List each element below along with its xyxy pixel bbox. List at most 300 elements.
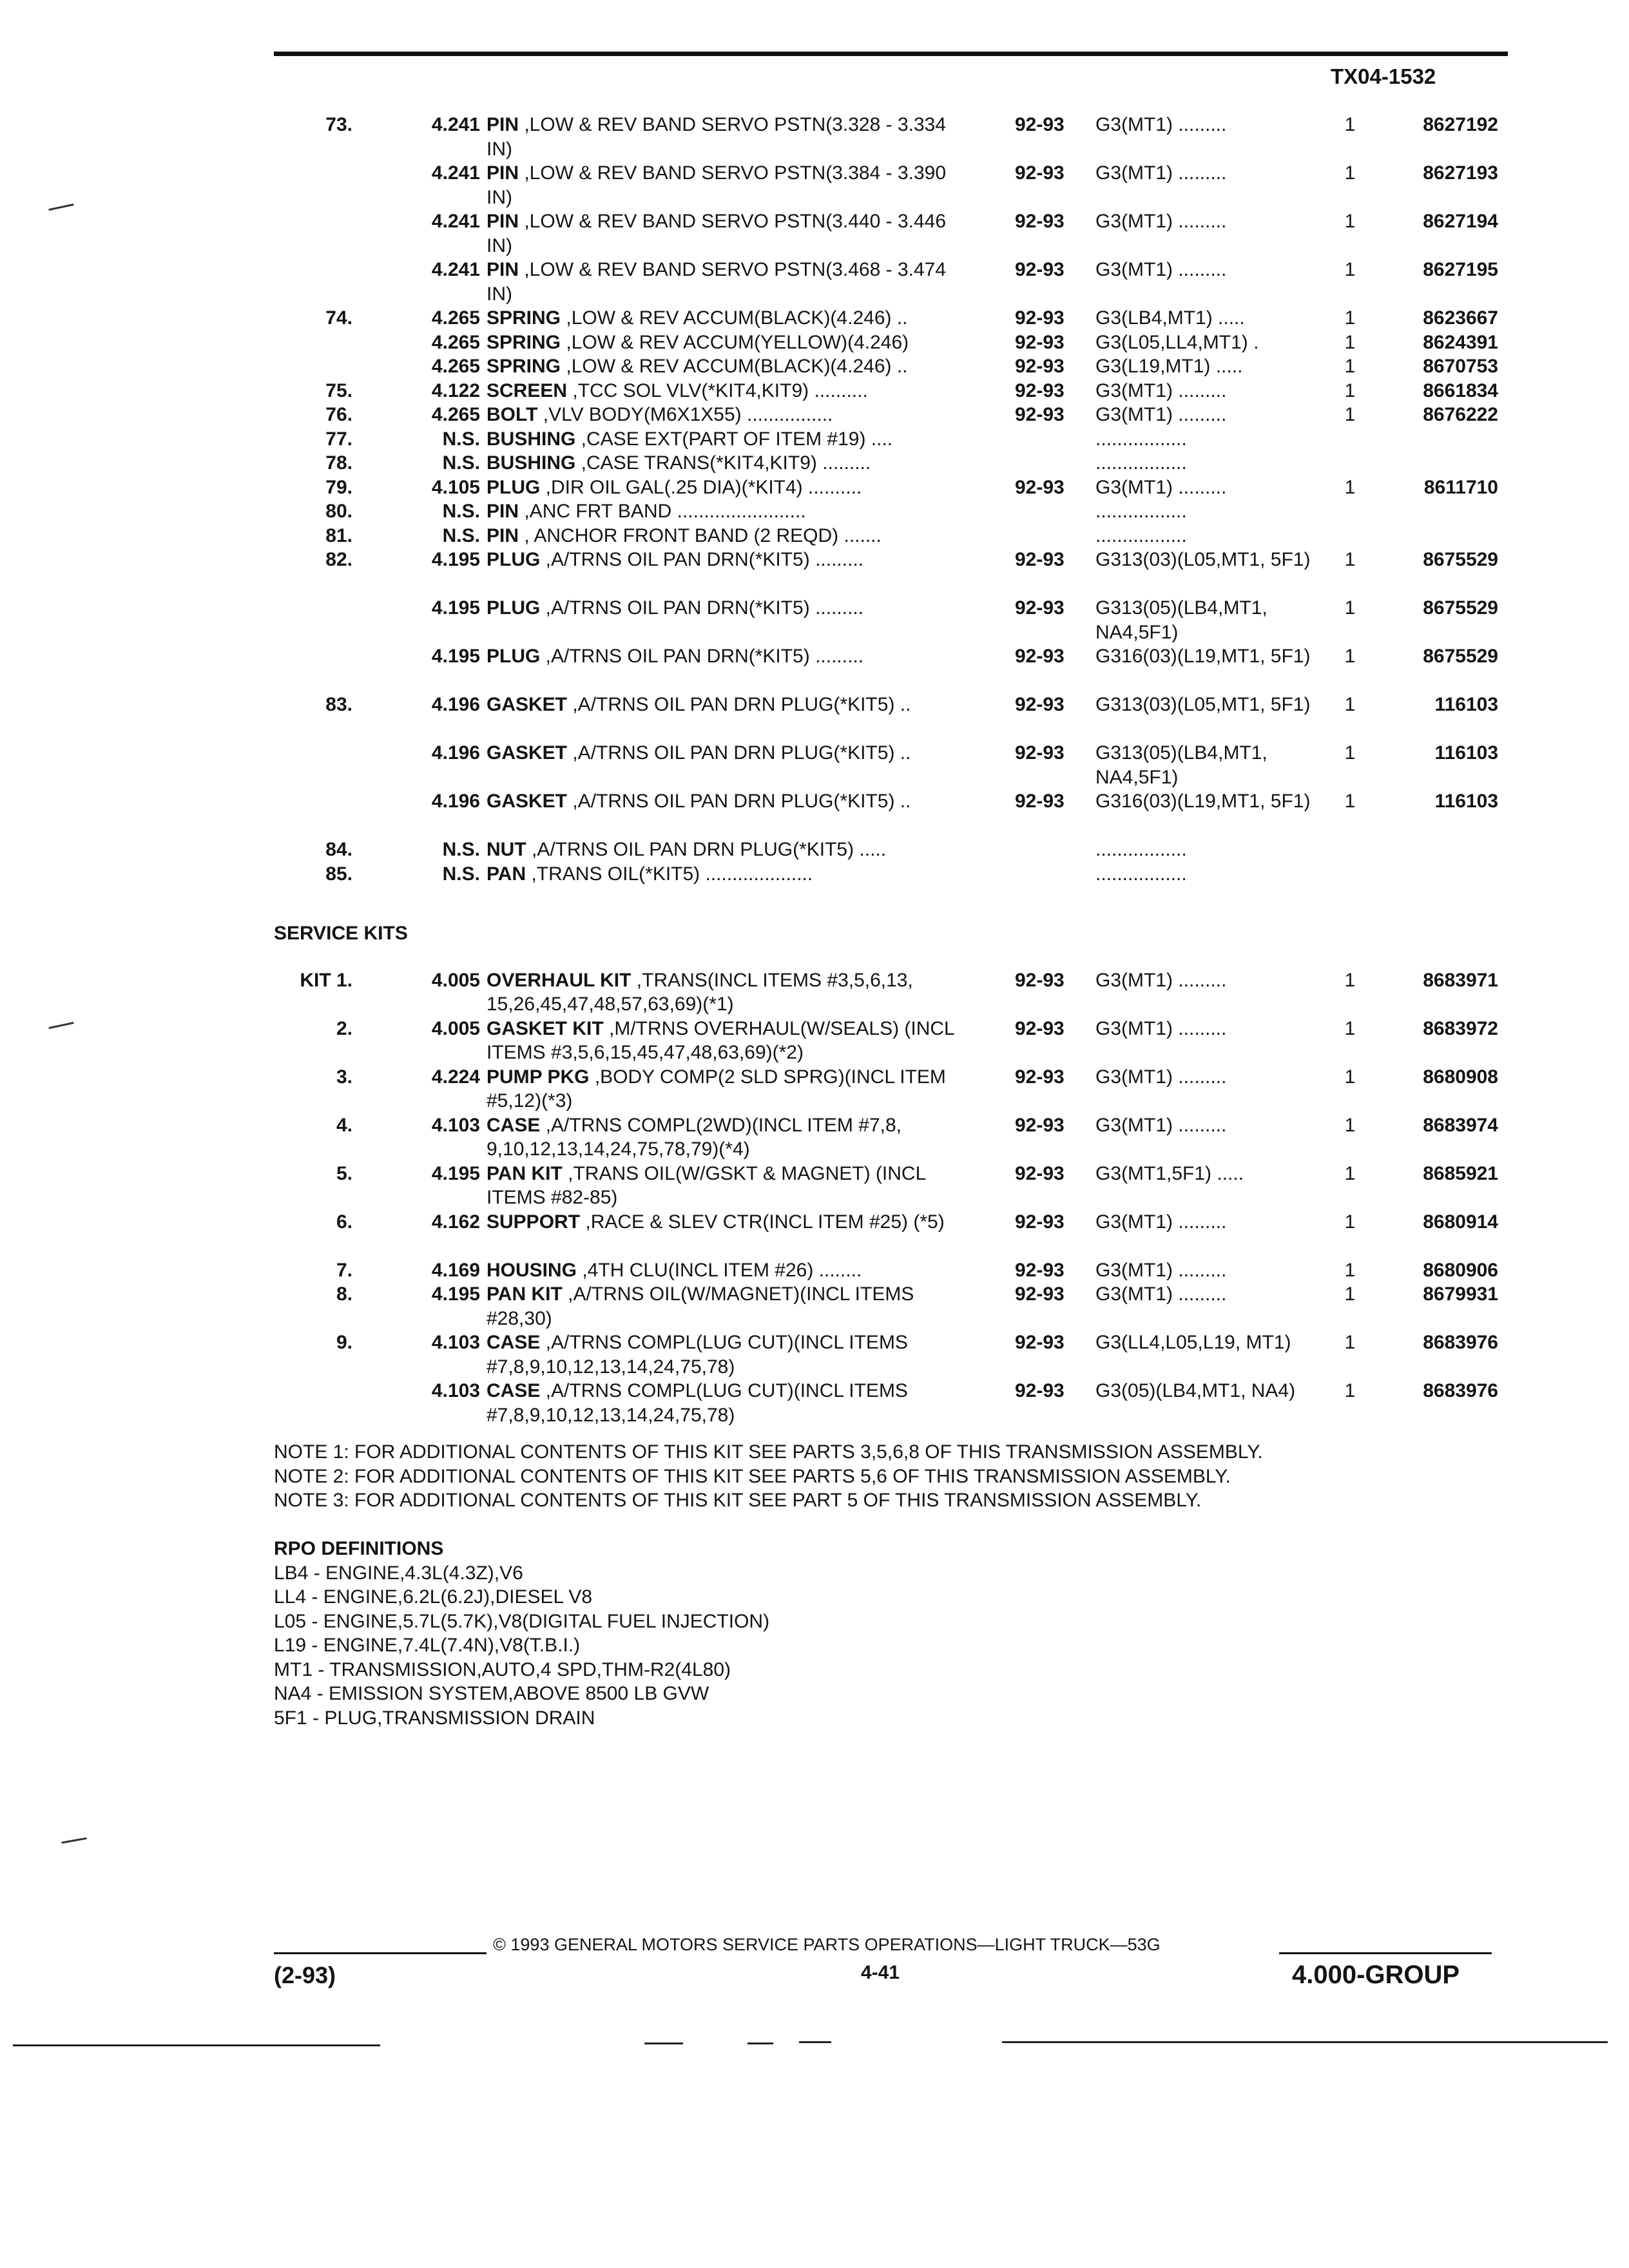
item-number: 77. [325,428,352,450]
part-number: 8685921 [1423,1162,1498,1184]
usage-codes: ................. [1095,524,1187,546]
part-name: PIN [487,501,519,522]
quantity: 1 [1344,1283,1356,1305]
part-number: 8675529 [1423,597,1498,619]
part-number: 8680908 [1423,1066,1498,1088]
section-number: 4.265 [431,331,480,353]
part-description-text: ,ANC FRT BAND ........................ [519,501,806,522]
part-description-text: ,M/TRNS OVERHAUL(W/SEALS) (INCL ITEMS #3,5,6,15,45,47,48,63,69)(*2) [487,1017,954,1063]
table-row [274,331,1498,355]
part-number: 8627192 [1423,114,1498,135]
part-description [487,379,963,403]
part-name: PUMP PKG [487,1066,590,1088]
usage-codes: G3(MT1,5F1) ..... [1095,1162,1244,1184]
item-number: 4. [336,1114,352,1136]
item-number: 84. [325,839,352,860]
quantity: 1 [1344,646,1356,667]
part-description-text: ,A/TRNS COMPL(LUG CUT)(INCL ITEMS #7,8,9,10,12,13,14,24,75,78) [487,1332,908,1378]
part-description-text: ,LOW & REV ACCUM(BLACK)(4.246) .. [561,307,908,329]
part-description [487,524,963,548]
usage-codes: G3(LB4,MT1) ..... [1095,307,1245,329]
rpo-definition: LB4 - ENGINE,4.3L(4.3Z),V6 [274,1562,523,1584]
quantity: 1 [1344,1380,1356,1401]
section-number: 4.105 [431,476,480,498]
part-name: HOUSING [487,1259,577,1281]
part-number: 8627195 [1423,259,1498,280]
part-name: PLUG [487,646,541,667]
quantity: 1 [1344,742,1356,764]
usage-codes: G316(03)(L19,MT1, 5F1) [1095,646,1311,667]
usage-codes: G3(05)(LB4,MT1, NA4) [1095,1380,1296,1401]
part-number: 8627194 [1423,211,1498,232]
part-description-text: ,A/TRNS OIL PAN DRN(*KIT5) ......... [540,597,864,619]
table-row [274,1258,1498,1283]
item-number: 2. [336,1017,352,1039]
section-number: 4.005 [431,969,480,991]
part-description [487,862,963,887]
part-description [487,209,963,258]
table-row [274,1113,1498,1162]
quantity: 1 [1344,1332,1356,1353]
part-description-text: ,TCC SOL VLV(*KIT4,KIT9) .......... [567,380,868,401]
part-name: GASKET [487,742,568,764]
scan-artifact-dash [644,2042,683,2044]
rpo-heading: RPO DEFINITIONS [274,1538,444,1559]
table-row [274,476,1498,500]
table-row [274,1162,1498,1210]
section-number: 4.162 [431,1211,480,1233]
table-row [274,548,1498,596]
quantity: 1 [1344,969,1356,991]
quantity: 1 [1344,331,1356,353]
document-id: TX04-1532 [1331,64,1436,88]
part-number: 8676222 [1423,404,1498,425]
part-description [487,1162,963,1210]
quantity: 1 [1344,404,1356,425]
item-number: 75. [325,380,352,401]
part-number: 8611710 [1423,476,1498,498]
quantity: 1 [1344,1162,1356,1184]
item-number: KIT 1. [300,969,352,991]
section-number: 4.195 [431,597,480,619]
part-description [487,331,963,355]
table-row [274,451,1498,476]
part-description [487,499,963,524]
model-years: 92-93 [1015,1114,1065,1136]
table-row [274,741,1498,789]
part-description [487,1065,963,1113]
model-years: 92-93 [1015,549,1065,570]
table-row [274,644,1498,693]
item-number: 80. [325,501,352,522]
footer-rule-right [1279,1952,1492,1954]
part-number: 8679931 [1423,1283,1498,1305]
quantity: 1 [1344,1066,1356,1088]
usage-codes: G3(MT1) ......... [1095,1114,1227,1136]
part-name: PIN [487,259,519,280]
margin-mark [61,1838,87,1844]
item-number: 5. [336,1162,352,1184]
part-number: 116103 [1434,791,1498,812]
section-number: 4.265 [431,404,480,425]
table-row [274,161,1498,209]
quantity: 1 [1344,549,1356,570]
part-name: SPRING [487,356,561,377]
footer-group: 4.000-GROUP [1292,1961,1460,1989]
part-number: 8661834 [1423,380,1498,401]
model-years: 92-93 [1015,742,1065,764]
section-number: 4.241 [431,259,480,280]
part-description-text: ,LOW & REV BAND SERVO PSTN(3.440 - 3.446 IN) [487,211,947,256]
table-row [274,789,1498,838]
part-description [487,1331,963,1379]
part-name: PIN [487,114,519,135]
section-number: 4.241 [431,211,480,232]
usage-codes: G313(05)(LB4,MT1, NA4,5F1) [1095,597,1268,643]
part-number: 8683974 [1423,1114,1498,1136]
usage-codes: G3(MT1) ......... [1095,1017,1227,1039]
model-years: 92-93 [1015,1332,1065,1353]
scan-artifact-dash [799,2041,831,2043]
part-number: 8683972 [1423,1017,1498,1039]
table-row [274,1282,1498,1331]
part-number: 8683976 [1423,1380,1498,1401]
part-number: 8683971 [1423,969,1498,991]
part-description-text: ,A/TRNS COMPL(LUG CUT)(INCL ITEMS #7,8,9,10,12,13,14,24,75,78) [487,1380,908,1426]
part-name: PIN [487,524,519,546]
quantity: 1 [1344,307,1356,329]
quantity: 1 [1344,211,1356,232]
part-description [487,596,963,620]
part-description-text: ,LOW & REV ACCUM(BLACK)(4.246) .. [561,356,908,377]
model-years: 92-93 [1015,307,1065,329]
part-description-text: ,DIR OIL GAL(.25 DIA)(*KIT4) .......... [540,476,862,498]
part-description [487,789,963,814]
part-description [487,451,963,476]
part-number: 8680914 [1423,1211,1498,1233]
table-row [274,113,1498,161]
part-number: 8683976 [1423,1332,1498,1353]
part-description [487,113,963,161]
section-number: 4.195 [431,549,480,570]
part-description-text: ,A/TRNS OIL PAN DRN PLUG(*KIT5) .. [567,694,911,715]
usage-codes: ................. [1095,863,1187,885]
quantity: 1 [1344,694,1356,715]
part-number: 8670753 [1423,356,1498,377]
quantity: 1 [1344,259,1356,280]
usage-codes: ................. [1095,839,1187,860]
usage-codes: G313(05)(LB4,MT1, NA4,5F1) [1095,742,1268,788]
table-row [274,258,1498,306]
model-years: 92-93 [1015,114,1065,135]
section-number: 4.241 [431,114,480,135]
part-name: SCREEN [487,380,568,401]
part-description-text: ,LOW & REV ACCUM(YELLOW)(4.246) [561,331,909,353]
item-number: 83. [325,694,352,715]
part-description [487,548,963,572]
part-name: GASKET KIT [487,1017,604,1039]
model-years: 92-93 [1015,791,1065,812]
item-number: 82. [325,549,352,570]
table-row [274,1065,1498,1113]
section-number: 4.103 [431,1380,480,1401]
part-description [487,258,963,306]
section-number: 4.169 [431,1259,480,1281]
section-number: 4.196 [431,742,480,764]
model-years: 92-93 [1015,404,1065,425]
rpo-definitions [274,1537,769,1730]
item-number: 79. [325,476,352,498]
part-description-text: ,A/TRNS OIL PAN DRN PLUG(*KIT5) ..... [526,839,887,860]
notes-section [274,1440,1263,1513]
note-line: NOTE 1: FOR ADDITIONAL CONTENTS OF THIS KIT SEE PARTS 3,5,6,8 OF THIS TRANSMISSION ASSEMBLY. [274,1441,1263,1463]
scan-artifact-line [1002,2041,1608,2043]
part-number: 8675529 [1423,549,1498,570]
part-name: GASKET [487,694,568,715]
part-description-text: ,RACE & SLEV CTR(INCL ITEM #25) (*5) [580,1211,945,1233]
section-number: 4.195 [431,1162,480,1184]
item-number: 8. [336,1283,352,1305]
part-name: OVERHAUL KIT [487,969,631,991]
part-description-text: ,4TH CLU(INCL ITEM #26) ........ [577,1259,862,1281]
quantity: 1 [1344,597,1356,619]
part-number: 8624391 [1423,331,1498,353]
model-years: 92-93 [1015,597,1065,619]
part-name: PLUG [487,476,541,498]
item-number: 81. [325,524,352,546]
part-description [487,741,963,765]
model-years: 92-93 [1015,1017,1065,1039]
part-description [487,693,963,717]
part-name: BUSHING [487,452,576,474]
table-row [274,968,1498,1017]
table-row [274,354,1498,379]
section-number: 4.195 [431,1283,480,1305]
part-description [487,354,963,379]
section-number: N.S. [442,501,480,522]
part-number: 116103 [1434,742,1498,764]
part-name: GASKET [487,791,568,812]
section-number: 4.195 [431,646,480,667]
usage-codes: G3(MT1) ......... [1095,476,1227,498]
quantity: 1 [1344,1259,1356,1281]
usage-codes: G313(03)(L05,MT1, 5F1) [1095,549,1311,570]
table-row [274,1210,1498,1258]
footer-page-number: 4-41 [861,1962,900,1983]
part-name: CASE [487,1114,541,1136]
model-years: 92-93 [1015,476,1065,498]
section-number: 4.196 [431,791,480,812]
part-description-text: ,LOW & REV BAND SERVO PSTN(3.328 - 3.334 IN) [487,114,947,160]
part-description [487,1379,963,1427]
usage-codes: ................. [1095,501,1187,522]
rpo-definition: L05 - ENGINE,5.7L(5.7K),V8(DIGITAL FUEL INJECTION) [274,1610,770,1632]
table-row [274,499,1498,524]
model-years: 92-93 [1015,1162,1065,1184]
part-description [487,1113,963,1162]
table-row [274,427,1498,452]
quantity: 1 [1344,1017,1356,1039]
item-number: 73. [325,114,352,135]
table-row [274,1379,1498,1427]
footer-copyright: © 1993 GENERAL MOTORS SERVICE PARTS OPERATIONS—LIGHT TRUCK—53G [493,1935,1161,1954]
usage-codes: G3(MT1) ......... [1095,1259,1227,1281]
model-years: 92-93 [1015,162,1065,184]
quantity: 1 [1344,380,1356,401]
rpo-definition: MT1 - TRANSMISSION,AUTO,4 SPD,THM-R2(4L80) [274,1658,731,1680]
part-name: NUT [487,839,526,860]
model-years: 92-93 [1015,694,1065,715]
table-row [274,1017,1498,1065]
item-number: 7. [336,1259,352,1281]
model-years: 92-93 [1015,969,1065,991]
usage-codes: G3(MT1) ......... [1095,1211,1227,1233]
part-description [487,403,963,427]
model-years: 92-93 [1015,1066,1065,1088]
part-name: PAN [487,863,526,885]
item-number: 9. [336,1332,352,1353]
quantity: 1 [1344,356,1356,377]
part-description-text: ,LOW & REV BAND SERVO PSTN(3.384 - 3.390 IN) [487,162,947,208]
note-line: NOTE 2: FOR ADDITIONAL CONTENTS OF THIS KIT SEE PARTS 5,6 OF THIS TRANSMISSION ASSEMBLY. [274,1465,1231,1487]
usage-codes: G3(MT1) ......... [1095,969,1227,991]
part-number: 8623667 [1423,307,1498,329]
section-number: 4.265 [431,307,480,329]
table-row [274,524,1498,548]
usage-codes: G3(MT1) ......... [1095,1283,1227,1305]
part-name: CASE [487,1332,541,1353]
usage-codes: G316(03)(L19,MT1, 5F1) [1095,791,1311,812]
part-name: PLUG [487,549,541,570]
part-description-text: ,TRANS OIL(*KIT5) .................... [526,863,813,885]
item-number: 6. [336,1211,352,1233]
usage-codes: G313(03)(L05,MT1, 5F1) [1095,694,1311,715]
item-number: 3. [336,1066,352,1088]
usage-codes: G3(MT1) ......... [1095,404,1227,425]
model-years: 92-93 [1015,646,1065,667]
section-number: 4.005 [431,1017,480,1039]
part-name: SPRING [487,331,561,353]
section-number: 4.103 [431,1114,480,1136]
part-description [487,476,963,500]
part-description [487,1017,963,1065]
usage-codes: G3(MT1) ......... [1095,211,1227,232]
usage-codes: G3(MT1) ......... [1095,259,1227,280]
section-number: N.S. [442,839,480,860]
section-number: 4.122 [431,380,480,401]
model-years: 92-93 [1015,1259,1065,1281]
usage-codes: G3(L05,LL4,MT1) . [1095,331,1259,353]
table-row [274,306,1498,331]
model-years: 92-93 [1015,1283,1065,1305]
part-description [487,306,963,331]
model-years: 92-93 [1015,259,1065,280]
usage-codes: ................. [1095,428,1187,450]
quantity: 1 [1344,162,1356,184]
table-row [274,596,1498,644]
usage-codes: ................. [1095,452,1187,474]
section-number: 4.241 [431,162,480,184]
part-description [487,644,963,669]
rpo-definition: LL4 - ENGINE,6.2L(6.2J),DIESEL V8 [274,1586,593,1608]
item-number: 78. [325,452,352,474]
margin-mark [48,204,74,211]
part-description [487,1282,963,1331]
quantity: 1 [1344,476,1356,498]
part-description-text: ,A/TRNS OIL PAN DRN(*KIT5) ......... [540,549,864,570]
usage-codes: G3(MT1) ......... [1095,114,1227,135]
section-number: 4.265 [431,356,480,377]
part-name: BOLT [487,404,538,425]
part-description-text: ,A/TRNS COMPL(2WD)(INCL ITEM #7,8, 9,10,12,13,14,24,75,78,79)(*4) [487,1114,901,1160]
section-number: 4.103 [431,1332,480,1353]
model-years: 92-93 [1015,1380,1065,1401]
usage-codes: G3(MT1) ......... [1095,1066,1227,1088]
part-description-text: ,BODY COMP(2 SLD SPRG)(INCL ITEM #5,12)(*3) [487,1066,946,1111]
table-row [274,379,1498,403]
part-name: BUSHING [487,428,576,450]
note-line: NOTE 3: FOR ADDITIONAL CONTENTS OF THIS KIT SEE PART 5 OF THIS TRANSMISSION ASSEMBLY. [274,1490,1202,1511]
part-number: 116103 [1434,694,1498,715]
part-number: 8627193 [1423,162,1498,184]
part-description [487,1210,963,1235]
section-number: N.S. [442,452,480,474]
scan-artifact-dash [747,2042,773,2044]
part-description-text: ,A/TRNS OIL(W/MAGNET)(INCL ITEMS #28,30) [487,1283,914,1329]
part-description-text: ,LOW & REV BAND SERVO PSTN(3.468 - 3.474 IN) [487,259,947,305]
section-number: N.S. [442,863,480,885]
part-description-text: ,VLV BODY(M6X1X55) ................ [537,404,833,425]
part-name: CASE [487,1380,541,1401]
part-name: PIN [487,211,519,232]
table-row [274,1331,1498,1379]
part-name: PLUG [487,597,541,619]
table-row [274,693,1498,741]
scan-artifact-line [13,2044,380,2046]
quantity: 1 [1344,1211,1356,1233]
part-description [487,1258,963,1283]
part-description [487,427,963,452]
rpo-definition: 5F1 - PLUG,TRANSMISSION DRAIN [274,1707,595,1729]
part-name: PIN [487,162,519,184]
item-number: 76. [325,404,352,425]
service-kits-heading: SERVICE KITS [274,923,408,944]
item-number: 85. [325,863,352,885]
part-name: PAN KIT [487,1283,563,1305]
part-description [487,838,963,862]
model-years: 92-93 [1015,211,1065,232]
part-description [487,161,963,209]
section-number: 4.196 [431,694,480,715]
usage-codes: G3(L19,MT1) ..... [1095,356,1243,377]
usage-codes: G3(LL4,L05,L19, MT1) [1095,1332,1291,1353]
footer-rule-left [274,1952,487,1954]
part-description [487,968,963,1017]
rpo-definition: L19 - ENGINE,7.4L(7.4N),V8(T.B.I.) [274,1635,581,1656]
model-years: 92-93 [1015,1211,1065,1233]
rpo-definition: NA4 - EMISSION SYSTEM,ABOVE 8500 LB GVW [274,1683,709,1704]
part-description-text: ,TRANS(INCL ITEMS #3,5,6,13, 15,26,45,47,48,57,63,69)(*1) [487,969,913,1015]
model-years: 92-93 [1015,380,1065,401]
part-description-text: ,A/TRNS OIL PAN DRN PLUG(*KIT5) .. [567,742,911,764]
footer-date: (2-93) [274,1962,336,1988]
usage-codes: G3(MT1) ......... [1095,162,1227,184]
section-number: 4.224 [431,1066,480,1088]
model-years: 92-93 [1015,356,1065,377]
part-name: PAN KIT [487,1162,563,1184]
header-rule [274,52,1508,56]
section-number: N.S. [442,428,480,450]
